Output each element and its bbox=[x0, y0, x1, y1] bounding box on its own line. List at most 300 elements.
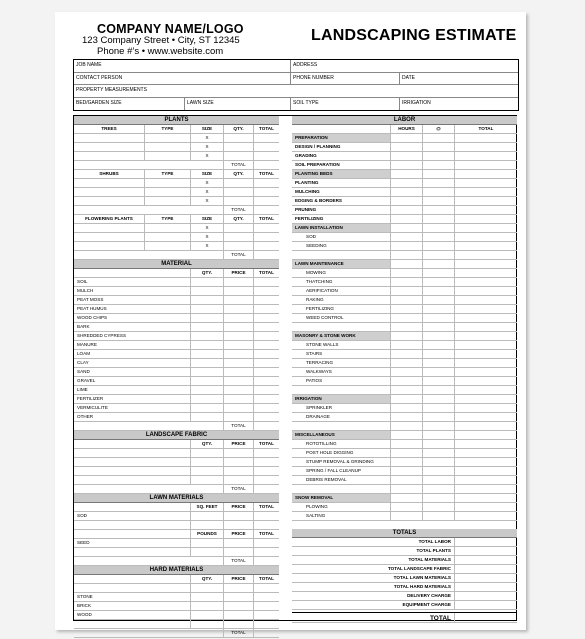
entry-cell[interactable] bbox=[190, 458, 223, 466]
entry-cell[interactable] bbox=[454, 350, 517, 358]
entry-cell[interactable] bbox=[223, 449, 253, 457]
entry-cell[interactable] bbox=[253, 395, 279, 403]
entry-cell[interactable] bbox=[74, 197, 144, 205]
entry-cell[interactable] bbox=[253, 188, 279, 196]
entry-cell[interactable] bbox=[422, 224, 454, 232]
phone-number-field[interactable]: PHONE NUMBER bbox=[290, 73, 399, 85]
entry-cell[interactable] bbox=[422, 476, 454, 484]
entry-cell[interactable] bbox=[422, 233, 454, 241]
entry-cell[interactable] bbox=[253, 413, 279, 421]
date-field[interactable]: DATE bbox=[399, 73, 518, 85]
entry-cell[interactable] bbox=[253, 179, 279, 187]
entry-cell[interactable] bbox=[190, 449, 223, 457]
entry-cell[interactable] bbox=[144, 179, 190, 187]
entry-cell[interactable] bbox=[422, 503, 454, 511]
entry-cell[interactable] bbox=[454, 152, 517, 160]
entry-cell[interactable] bbox=[74, 152, 144, 160]
entry-cell[interactable] bbox=[422, 341, 454, 349]
entry-cell[interactable] bbox=[390, 242, 422, 250]
entry-cell[interactable] bbox=[190, 386, 223, 394]
entry-cell[interactable] bbox=[454, 494, 517, 502]
entry-cell[interactable] bbox=[253, 548, 279, 556]
entry-cell[interactable] bbox=[454, 476, 517, 484]
entry-cell[interactable] bbox=[190, 611, 223, 619]
entry-cell[interactable] bbox=[190, 395, 223, 403]
irrigation-field[interactable]: IRRIGATION bbox=[399, 98, 518, 110]
entry-cell[interactable] bbox=[253, 296, 279, 304]
entry-cell[interactable] bbox=[223, 341, 253, 349]
entry-cell[interactable] bbox=[422, 305, 454, 313]
entry-cell[interactable] bbox=[390, 458, 422, 466]
entry-cell[interactable] bbox=[422, 134, 454, 142]
entry-cell[interactable] bbox=[422, 215, 454, 223]
entry-cell[interactable] bbox=[390, 161, 422, 169]
entry-cell[interactable] bbox=[223, 386, 253, 394]
entry-cell[interactable] bbox=[253, 242, 279, 250]
entry-cell[interactable] bbox=[390, 350, 422, 358]
entry-cell[interactable] bbox=[454, 341, 517, 349]
entry-cell[interactable] bbox=[390, 224, 422, 232]
labor-item-cell: THATCHING bbox=[306, 279, 333, 284]
entry-cell[interactable] bbox=[190, 377, 223, 385]
lawn-size-field[interactable]: LAWN SIZE bbox=[184, 98, 290, 110]
entry-cell[interactable] bbox=[422, 242, 454, 250]
entry-cell[interactable] bbox=[422, 323, 454, 331]
entry-cell[interactable] bbox=[390, 314, 422, 322]
entry-cell[interactable] bbox=[74, 233, 144, 241]
entry-cell[interactable] bbox=[390, 503, 422, 511]
entry-cell[interactable] bbox=[253, 611, 279, 619]
item-cell: SEED bbox=[77, 540, 90, 545]
entry-cell[interactable] bbox=[253, 278, 279, 286]
entry-cell[interactable] bbox=[454, 368, 517, 376]
entry-cell[interactable] bbox=[390, 278, 422, 286]
entry-cell[interactable] bbox=[253, 602, 279, 610]
item-cell: WOOD bbox=[77, 612, 92, 617]
entry-cell[interactable] bbox=[390, 170, 422, 178]
entry-cell[interactable] bbox=[390, 134, 422, 142]
entry-cell[interactable] bbox=[253, 449, 279, 457]
entry-cell[interactable] bbox=[253, 512, 279, 520]
entry-cell[interactable] bbox=[422, 251, 454, 259]
entry-cell[interactable] bbox=[223, 602, 253, 610]
entry-cell[interactable] bbox=[390, 368, 422, 376]
totals-row bbox=[292, 592, 517, 601]
entry-cell[interactable] bbox=[422, 287, 454, 295]
entry-cell[interactable] bbox=[190, 512, 223, 520]
entry-cell[interactable] bbox=[253, 593, 279, 601]
entry-cell[interactable] bbox=[454, 233, 517, 241]
entry-cell[interactable] bbox=[390, 179, 422, 187]
entry-cell[interactable] bbox=[253, 467, 279, 475]
entry-cell[interactable] bbox=[190, 539, 223, 547]
entry-cell[interactable] bbox=[454, 395, 517, 403]
entry-cell[interactable] bbox=[390, 143, 422, 151]
entry-cell[interactable] bbox=[253, 620, 279, 628]
entry-cell[interactable] bbox=[144, 152, 190, 160]
entry-cell[interactable] bbox=[454, 359, 517, 367]
entry-cell[interactable] bbox=[223, 539, 253, 547]
entry-cell[interactable] bbox=[390, 359, 422, 367]
job-name-field[interactable]: JOB NAME bbox=[76, 62, 102, 68]
entry-cell[interactable] bbox=[454, 485, 517, 493]
entry-cell[interactable] bbox=[253, 323, 279, 331]
totals-row bbox=[292, 565, 517, 574]
entry-cell[interactable] bbox=[253, 161, 279, 169]
entry-cell[interactable] bbox=[454, 242, 517, 250]
entry-cell[interactable] bbox=[74, 143, 144, 151]
header bbox=[55, 12, 526, 60]
entry-cell[interactable] bbox=[74, 188, 144, 196]
entry-cell[interactable] bbox=[422, 350, 454, 358]
entry-cell[interactable] bbox=[454, 440, 517, 448]
entry-cell[interactable] bbox=[253, 404, 279, 412]
labor-row bbox=[292, 422, 517, 431]
entry-cell[interactable] bbox=[454, 413, 517, 421]
entry-cell[interactable] bbox=[422, 512, 454, 520]
soil-type-field[interactable]: SOIL TYPE bbox=[290, 98, 399, 110]
address-field[interactable]: ADDRESS bbox=[290, 60, 518, 72]
entry-cell[interactable] bbox=[454, 547, 517, 555]
entry-cell[interactable] bbox=[223, 305, 253, 313]
entry-cell[interactable] bbox=[253, 485, 279, 493]
entry-cell[interactable] bbox=[454, 538, 517, 546]
entry-cell[interactable] bbox=[253, 224, 279, 232]
labor-item-cell: FERTILIZING bbox=[295, 216, 324, 221]
entry-cell[interactable] bbox=[74, 179, 144, 187]
entry-cell[interactable] bbox=[390, 341, 422, 349]
entry-cell[interactable] bbox=[390, 440, 422, 448]
entry-cell[interactable] bbox=[74, 242, 144, 250]
entry-cell[interactable] bbox=[253, 521, 279, 529]
entry-cell[interactable] bbox=[454, 422, 517, 430]
entry-cell[interactable] bbox=[223, 467, 253, 475]
entry-cell[interactable] bbox=[223, 458, 253, 466]
entry-cell[interactable] bbox=[454, 323, 517, 331]
entry-cell[interactable] bbox=[454, 512, 517, 520]
entry-cell[interactable] bbox=[190, 413, 223, 421]
entry-cell[interactable] bbox=[390, 269, 422, 277]
entry-cell[interactable] bbox=[190, 332, 223, 340]
entry-cell[interactable] bbox=[223, 413, 253, 421]
entry-cell[interactable] bbox=[223, 152, 253, 160]
entry-cell[interactable] bbox=[422, 494, 454, 502]
entry-cell[interactable] bbox=[422, 467, 454, 475]
entry-cell[interactable] bbox=[390, 377, 422, 385]
entry-cell[interactable] bbox=[190, 521, 223, 529]
entry-cell[interactable] bbox=[390, 305, 422, 313]
entry-cell[interactable] bbox=[390, 197, 422, 205]
entry-cell[interactable] bbox=[454, 179, 517, 187]
entry-cell[interactable] bbox=[190, 323, 223, 331]
entry-cell[interactable] bbox=[223, 242, 253, 250]
entry-cell[interactable] bbox=[390, 449, 422, 457]
entry-cell[interactable] bbox=[253, 359, 279, 367]
entry-cell[interactable] bbox=[190, 350, 223, 358]
entry-cell[interactable] bbox=[253, 152, 279, 160]
entry-cell[interactable] bbox=[223, 188, 253, 196]
entry-cell[interactable] bbox=[454, 260, 517, 268]
entry-cell[interactable] bbox=[454, 449, 517, 457]
entry-cell[interactable] bbox=[253, 476, 279, 484]
table-row bbox=[74, 134, 279, 143]
entry-cell[interactable] bbox=[223, 296, 253, 304]
entry-cell[interactable] bbox=[422, 179, 454, 187]
entry-cell[interactable] bbox=[223, 584, 253, 592]
entry-cell[interactable] bbox=[390, 512, 422, 520]
entry-cell[interactable] bbox=[454, 458, 517, 466]
entry-cell[interactable] bbox=[422, 395, 454, 403]
entry-cell[interactable] bbox=[454, 386, 517, 394]
entry-cell[interactable] bbox=[190, 476, 223, 484]
entry-cell[interactable] bbox=[223, 278, 253, 286]
entry-cell[interactable] bbox=[422, 485, 454, 493]
entry-cell[interactable] bbox=[422, 143, 454, 151]
entry-cell[interactable] bbox=[390, 467, 422, 475]
entry-cell[interactable] bbox=[190, 305, 223, 313]
entry-cell[interactable] bbox=[253, 584, 279, 592]
entry-cell[interactable] bbox=[422, 422, 454, 430]
entry-cell[interactable] bbox=[390, 296, 422, 304]
entry-cell[interactable] bbox=[454, 305, 517, 313]
entry-cell[interactable] bbox=[390, 476, 422, 484]
entry-cell[interactable] bbox=[422, 152, 454, 160]
entry-cell[interactable] bbox=[454, 206, 517, 214]
entry-cell[interactable] bbox=[390, 215, 422, 223]
totals-label-cell: TOTAL LABOR bbox=[418, 539, 451, 544]
entry-cell[interactable] bbox=[223, 359, 253, 367]
entry-cell[interactable] bbox=[454, 467, 517, 475]
entry-cell[interactable] bbox=[422, 458, 454, 466]
entry-cell[interactable] bbox=[253, 386, 279, 394]
entry-cell[interactable] bbox=[190, 314, 223, 322]
entry-cell[interactable] bbox=[190, 359, 223, 367]
entry-cell[interactable] bbox=[422, 161, 454, 169]
entry-cell[interactable] bbox=[253, 368, 279, 376]
entry-cell[interactable] bbox=[390, 485, 422, 493]
entry-cell[interactable] bbox=[454, 287, 517, 295]
entry-cell[interactable] bbox=[390, 251, 422, 259]
entry-cell[interactable] bbox=[223, 323, 253, 331]
entry-cell[interactable] bbox=[253, 332, 279, 340]
entry-cell[interactable] bbox=[190, 620, 223, 628]
entry-cell[interactable] bbox=[223, 377, 253, 385]
entry-cell[interactable] bbox=[74, 521, 190, 529]
entry-cell[interactable] bbox=[390, 395, 422, 403]
entry-cell[interactable] bbox=[422, 440, 454, 448]
entry-cell[interactable] bbox=[422, 269, 454, 277]
entry-cell[interactable] bbox=[422, 386, 454, 394]
entry-cell[interactable] bbox=[223, 314, 253, 322]
item-cell bbox=[74, 584, 190, 592]
entry-cell[interactable] bbox=[454, 377, 517, 385]
entry-cell[interactable] bbox=[223, 143, 253, 151]
entry-cell[interactable] bbox=[390, 422, 422, 430]
entry-cell[interactable] bbox=[253, 377, 279, 385]
entry-cell[interactable] bbox=[422, 359, 454, 367]
table-row bbox=[74, 458, 279, 467]
entry-cell[interactable] bbox=[390, 404, 422, 412]
entry-cell[interactable] bbox=[454, 134, 517, 142]
entry-cell[interactable] bbox=[223, 233, 253, 241]
entry-cell[interactable] bbox=[253, 206, 279, 214]
entry-cell[interactable] bbox=[454, 613, 517, 622]
entry-cell[interactable] bbox=[454, 188, 517, 196]
entry-cell[interactable] bbox=[390, 323, 422, 331]
entry-cell[interactable] bbox=[190, 593, 223, 601]
entry-cell[interactable] bbox=[454, 332, 517, 340]
entry-cell[interactable] bbox=[144, 188, 190, 196]
entry-cell[interactable] bbox=[422, 368, 454, 376]
entry-cell[interactable] bbox=[454, 161, 517, 169]
entry-cell[interactable] bbox=[390, 188, 422, 196]
entry-cell[interactable] bbox=[74, 548, 190, 556]
labor-row bbox=[292, 404, 517, 413]
entry-cell[interactable] bbox=[190, 467, 223, 475]
entry-cell[interactable] bbox=[253, 305, 279, 313]
entry-cell[interactable] bbox=[190, 548, 223, 556]
entry-cell[interactable] bbox=[454, 404, 517, 412]
entry-cell[interactable] bbox=[144, 242, 190, 250]
entry-cell[interactable] bbox=[253, 134, 279, 142]
entry-cell[interactable] bbox=[144, 134, 190, 142]
entry-cell[interactable] bbox=[390, 332, 422, 340]
item-cell: LOAM bbox=[77, 351, 91, 356]
entry-cell[interactable] bbox=[422, 278, 454, 286]
entry-cell[interactable] bbox=[223, 395, 253, 403]
entry-cell[interactable] bbox=[253, 251, 279, 259]
entry-cell[interactable] bbox=[144, 224, 190, 232]
x-cell: X bbox=[190, 233, 223, 241]
x-cell: X bbox=[190, 134, 223, 142]
entry-cell[interactable] bbox=[422, 296, 454, 304]
entry-cell[interactable] bbox=[253, 629, 279, 637]
property-measurements-field[interactable]: PROPERTY MEASUREMENTS bbox=[76, 87, 147, 94]
entry-cell[interactable] bbox=[223, 368, 253, 376]
entry-cell[interactable] bbox=[454, 583, 517, 591]
entry-cell[interactable] bbox=[390, 431, 422, 439]
bed-size-field[interactable]: BED/GARDEN SIZE bbox=[76, 100, 122, 107]
entry-cell[interactable] bbox=[390, 494, 422, 502]
entry-cell[interactable] bbox=[223, 332, 253, 340]
entry-cell[interactable] bbox=[253, 287, 279, 295]
entry-cell[interactable] bbox=[253, 314, 279, 322]
entry-cell[interactable] bbox=[223, 287, 253, 295]
entry-cell[interactable] bbox=[74, 224, 144, 232]
contact-person-field[interactable]: CONTACT PERSON bbox=[76, 74, 123, 81]
entry-cell[interactable] bbox=[253, 233, 279, 241]
entry-cell[interactable] bbox=[454, 601, 517, 609]
entry-cell[interactable] bbox=[253, 557, 279, 565]
entry-cell[interactable] bbox=[454, 143, 517, 151]
entry-cell[interactable] bbox=[422, 260, 454, 268]
entry-cell[interactable] bbox=[454, 574, 517, 582]
entry-cell[interactable] bbox=[390, 287, 422, 295]
entry-cell[interactable] bbox=[422, 431, 454, 439]
table-row bbox=[74, 332, 279, 341]
header-cell: SQ. FEET bbox=[190, 503, 223, 511]
entry-cell[interactable] bbox=[223, 179, 253, 187]
entry-cell[interactable] bbox=[454, 215, 517, 223]
labor-row bbox=[292, 314, 517, 323]
entry-cell[interactable] bbox=[253, 458, 279, 466]
entry-cell[interactable] bbox=[190, 296, 223, 304]
entry-cell[interactable] bbox=[422, 206, 454, 214]
entry-cell[interactable] bbox=[223, 593, 253, 601]
entry-cell[interactable] bbox=[390, 413, 422, 421]
entry-cell[interactable] bbox=[190, 584, 223, 592]
entry-cell[interactable] bbox=[144, 197, 190, 205]
entry-cell[interactable] bbox=[454, 197, 517, 205]
entry-cell[interactable] bbox=[253, 350, 279, 358]
entry-cell[interactable] bbox=[454, 224, 517, 232]
entry-cell[interactable] bbox=[223, 611, 253, 619]
entry-cell[interactable] bbox=[454, 556, 517, 564]
entry-cell[interactable] bbox=[390, 260, 422, 268]
entry-cell[interactable] bbox=[223, 521, 253, 529]
entry-cell[interactable] bbox=[190, 404, 223, 412]
entry-cell[interactable] bbox=[422, 314, 454, 322]
entry-cell[interactable] bbox=[390, 233, 422, 241]
entry-cell[interactable] bbox=[454, 296, 517, 304]
entry-cell[interactable] bbox=[454, 592, 517, 600]
labor-item-cell: MISCELLANEOUS bbox=[295, 432, 335, 437]
entry-cell[interactable] bbox=[190, 602, 223, 610]
entry-cell[interactable] bbox=[223, 134, 253, 142]
entry-cell[interactable] bbox=[454, 565, 517, 573]
entry-cell[interactable] bbox=[390, 386, 422, 394]
entry-cell[interactable] bbox=[390, 206, 422, 214]
entry-cell[interactable] bbox=[454, 314, 517, 322]
entry-cell[interactable] bbox=[144, 143, 190, 151]
entry-cell[interactable] bbox=[253, 539, 279, 547]
entry-cell[interactable] bbox=[253, 341, 279, 349]
entry-cell[interactable] bbox=[253, 143, 279, 151]
entry-cell[interactable] bbox=[454, 170, 517, 178]
entry-cell[interactable] bbox=[223, 512, 253, 520]
entry-cell[interactable] bbox=[422, 413, 454, 421]
entry-cell[interactable] bbox=[223, 404, 253, 412]
entry-cell[interactable] bbox=[253, 422, 279, 430]
entry-cell[interactable] bbox=[422, 197, 454, 205]
entry-cell[interactable] bbox=[390, 152, 422, 160]
entry-cell[interactable] bbox=[190, 287, 223, 295]
entry-cell[interactable] bbox=[422, 377, 454, 385]
entry-cell[interactable] bbox=[223, 224, 253, 232]
entry-cell[interactable] bbox=[190, 278, 223, 286]
entry-cell[interactable] bbox=[422, 332, 454, 340]
entry-cell[interactable] bbox=[454, 269, 517, 277]
entry-cell[interactable] bbox=[223, 548, 253, 556]
entry-cell[interactable] bbox=[190, 368, 223, 376]
entry-cell[interactable] bbox=[422, 449, 454, 457]
entry-cell[interactable] bbox=[454, 503, 517, 511]
entry-cell[interactable] bbox=[223, 197, 253, 205]
entry-cell[interactable] bbox=[422, 188, 454, 196]
entry-cell[interactable] bbox=[74, 134, 144, 142]
entry-cell[interactable] bbox=[223, 350, 253, 358]
entry-cell[interactable] bbox=[144, 233, 190, 241]
entry-cell[interactable] bbox=[253, 197, 279, 205]
entry-cell[interactable] bbox=[223, 476, 253, 484]
entry-cell[interactable] bbox=[422, 404, 454, 412]
entry-cell[interactable] bbox=[190, 341, 223, 349]
entry-cell[interactable] bbox=[454, 278, 517, 286]
entry-cell[interactable] bbox=[223, 620, 253, 628]
entry-cell[interactable] bbox=[454, 431, 517, 439]
entry-cell[interactable] bbox=[454, 251, 517, 259]
entry-cell[interactable] bbox=[422, 170, 454, 178]
